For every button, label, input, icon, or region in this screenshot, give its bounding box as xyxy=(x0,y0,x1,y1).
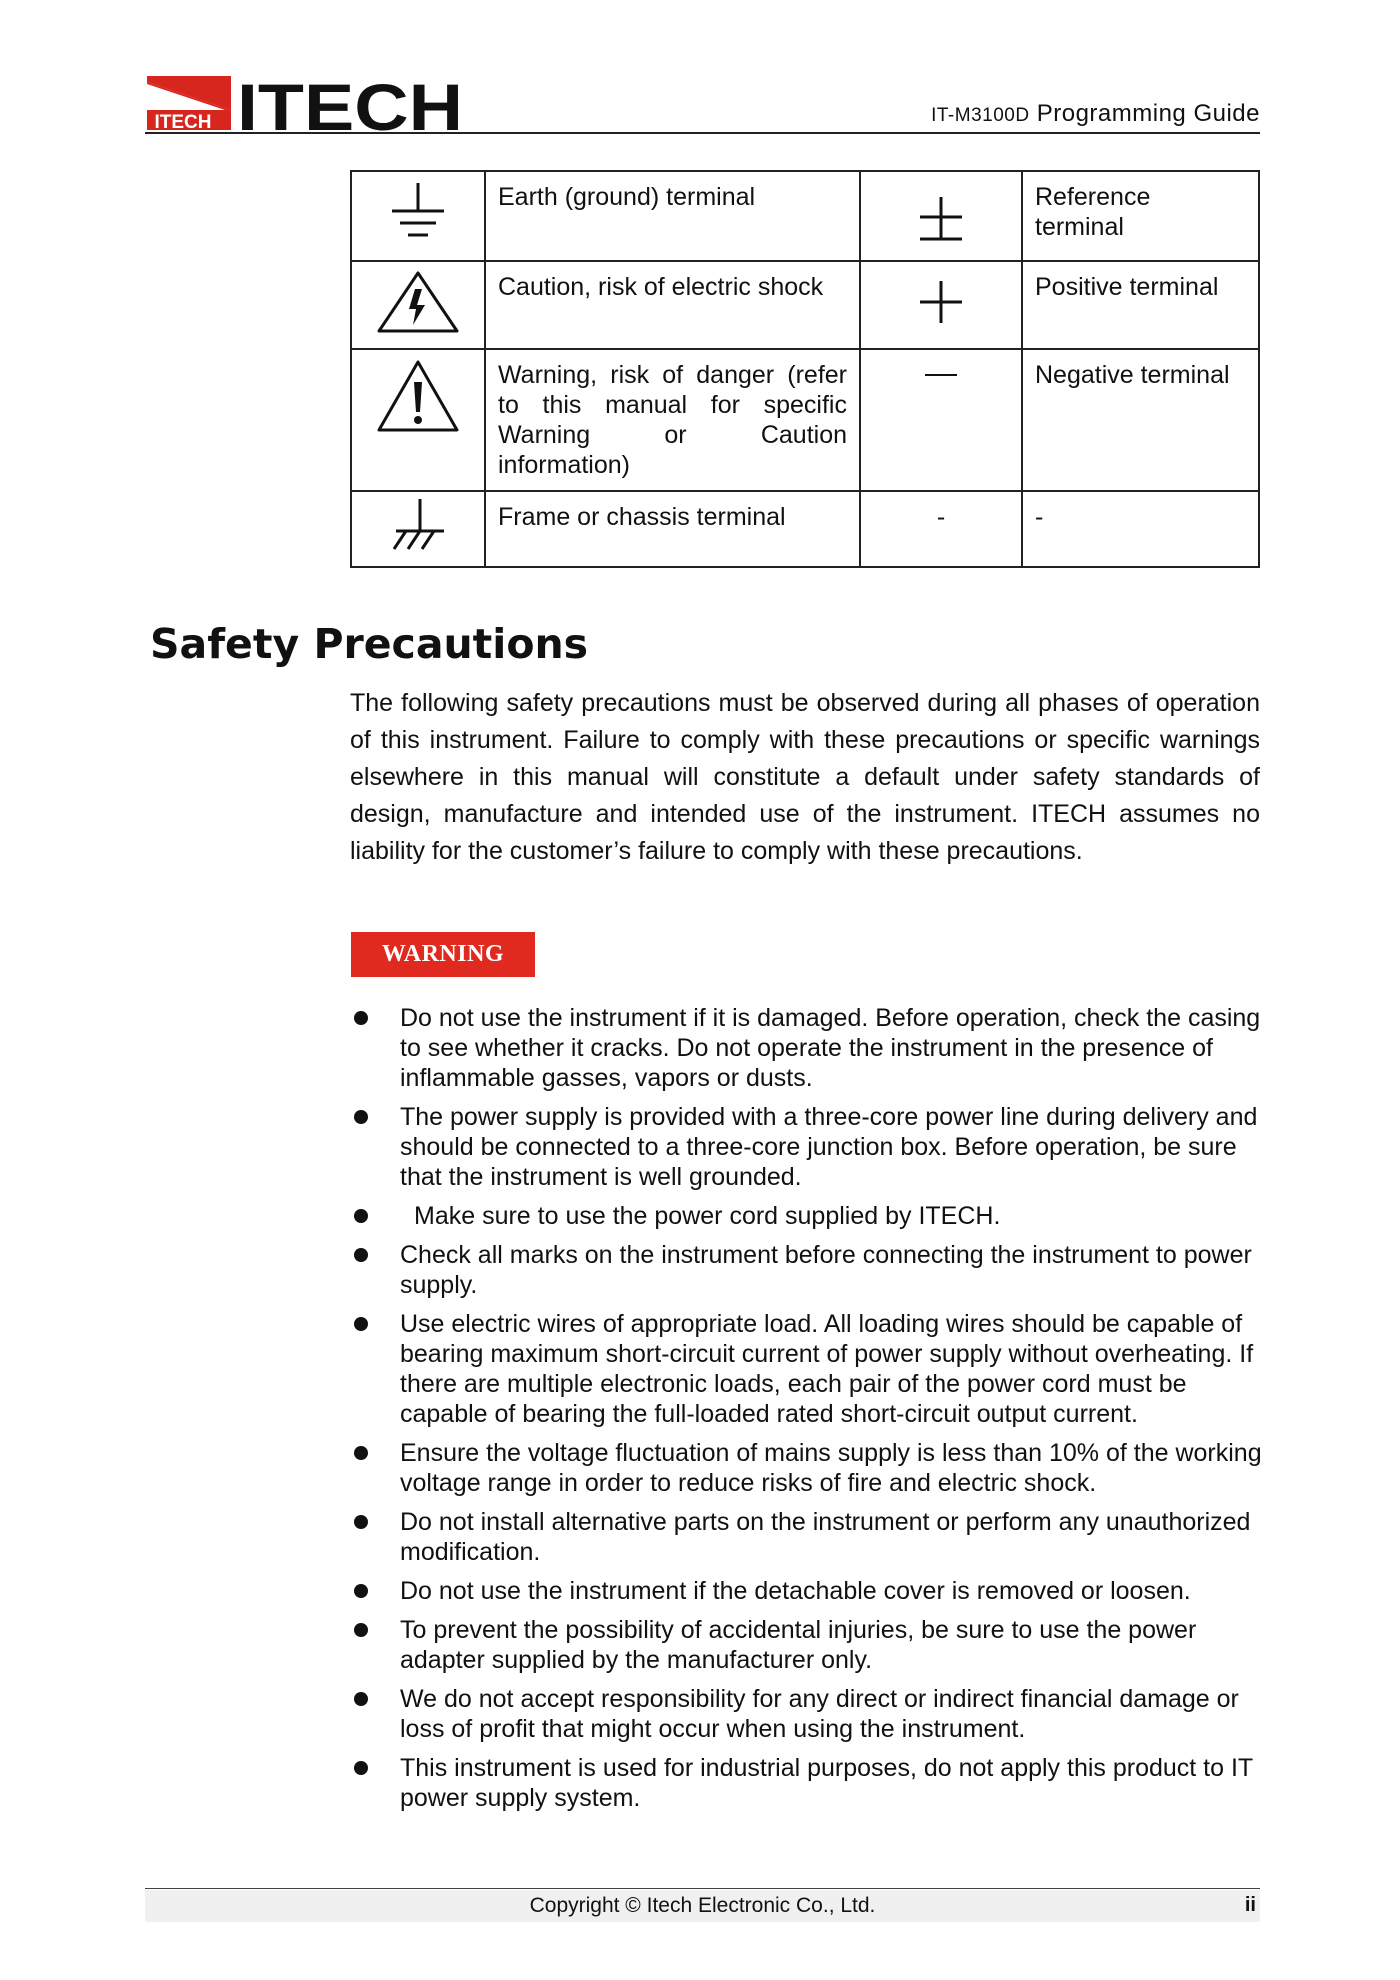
list-item xyxy=(350,1576,1262,1606)
table-row xyxy=(351,491,1259,567)
bullet-icon xyxy=(354,1248,368,1262)
svg-text:ITECH: ITECH xyxy=(154,112,212,132)
symbol-cell xyxy=(351,491,485,567)
table-row xyxy=(351,349,1259,491)
table-row xyxy=(351,261,1259,349)
bullet-icon xyxy=(354,1623,368,1637)
symbol-cell: - xyxy=(860,491,1022,567)
list-item xyxy=(350,1003,1262,1093)
precautions-list xyxy=(350,1003,1262,1822)
bullet-icon xyxy=(354,1317,368,1331)
header-divider xyxy=(145,132,1260,134)
list-item xyxy=(350,1201,1262,1231)
symbol-cell xyxy=(860,171,1022,261)
symbol-description: Positive terminal xyxy=(1022,261,1259,349)
document-title xyxy=(931,100,1260,128)
list-item xyxy=(350,1438,1262,1498)
bullet-icon xyxy=(354,1209,368,1223)
list-item xyxy=(350,1240,1262,1300)
list-item-text: We do not accept responsibility for any direct or indirect financial damage or loss of profit that might occur when using the instrument. xyxy=(400,1685,1239,1743)
list-item-text: Do not use the instrument if the detachable cover is removed or loosen. xyxy=(400,1577,1191,1605)
guide-name: Programming Guide xyxy=(1029,100,1260,127)
page-header xyxy=(145,68,1260,134)
bullet-icon xyxy=(354,1692,368,1706)
list-item xyxy=(350,1753,1262,1813)
symbol-description: Negative terminal xyxy=(1022,349,1259,491)
copyright-text: Copyright © Itech Electronic Co., Ltd. xyxy=(529,1894,876,1917)
plus-icon xyxy=(916,277,966,327)
symbol-description: Reference terminal xyxy=(1022,171,1259,261)
table-row xyxy=(351,171,1259,261)
symbols-table xyxy=(350,170,1260,568)
list-item-text: Make sure to use the power cord supplied by ITECH. xyxy=(414,1202,1001,1230)
list-item xyxy=(350,1507,1262,1567)
list-item-text: To prevent the possibility of accidental injuries, be sure to use the power adapter supplied by the manufacturer only. xyxy=(400,1616,1197,1674)
symbol-description: Caution, risk of electric shock xyxy=(485,261,860,349)
list-item-text: Ensure the voltage fluctuation of mains supply is less than 10% of the working voltage range in order to reduce risks of fire and electric shock. xyxy=(400,1439,1262,1497)
section-heading: Safety Precautions xyxy=(150,620,589,668)
svg-text:ITECH: ITECH xyxy=(237,74,463,132)
symbol-description: Frame or chassis terminal xyxy=(485,491,860,567)
symbol-description: Earth (ground) terminal xyxy=(485,171,860,261)
itech-logo xyxy=(145,74,465,132)
symbol-cell xyxy=(860,349,1022,491)
list-item xyxy=(350,1102,1262,1192)
symbol-cell xyxy=(860,261,1022,349)
electric-shock-warning-icon xyxy=(375,269,461,335)
list-item xyxy=(350,1684,1262,1744)
list-item-text: Use electric wires of appropriate load. All loading wires should be capable of bearing maximum short-circuit current of power supply without overheating. If there are multiple electronic loads, each pair of the power cord must be capable of bearing the full-loaded rated short-circuit output current. xyxy=(400,1310,1254,1428)
symbol-cell xyxy=(351,171,485,261)
symbol-description: Warning, risk of danger (refer to this manual for specific Warning or Caution information) xyxy=(485,349,860,491)
exclamation-warning-icon xyxy=(375,358,461,434)
list-item xyxy=(350,1309,1262,1429)
minus-icon xyxy=(921,365,961,385)
list-item xyxy=(350,1615,1262,1675)
earth-ground-icon xyxy=(388,181,448,245)
page-footer xyxy=(145,1890,1260,1922)
page-number: ii xyxy=(1244,1894,1256,1916)
reference-terminal-icon xyxy=(916,195,966,245)
intro-paragraph: The following safety precautions must be observed during all phases of operation of this instrument. Failure to comply with these precautions or specific warnings elsewhere in this manual will constitute a default under safety standards of design, manufacture and intended use of the instrument. ITECH assumes no liability for the customer’s failure to comply with these precautions. xyxy=(350,689,1260,865)
symbol-cell xyxy=(351,349,485,491)
model-number: IT-M3100D xyxy=(931,105,1030,126)
chassis-terminal-icon xyxy=(386,497,450,555)
bullet-icon xyxy=(354,1761,368,1775)
bullet-icon xyxy=(354,1446,368,1460)
footer-divider xyxy=(145,1888,1260,1889)
list-item-text: The power supply is provided with a three-core power line during delivery and should be connected to a three-core junction box. Before operation, be sure that the instrument is well grounded. xyxy=(400,1103,1258,1191)
bullet-icon xyxy=(354,1515,368,1529)
symbol-description: - xyxy=(1022,491,1259,567)
bullet-icon xyxy=(354,1584,368,1598)
symbol-cell xyxy=(351,261,485,349)
list-item-text: This instrument is used for industrial purposes, do not apply this product to IT power supply system. xyxy=(400,1754,1253,1812)
bullet-icon xyxy=(354,1110,368,1124)
list-item-text: Check all marks on the instrument before connecting the instrument to power supply. xyxy=(400,1241,1252,1299)
list-item-text: Do not install alternative parts on the instrument or perform any unauthorized modification. xyxy=(400,1508,1251,1566)
bullet-icon xyxy=(354,1011,368,1025)
warning-badge: WARNING xyxy=(351,932,535,977)
list-item-text: Do not use the instrument if it is damaged. Before operation, check the casing to see whether it cracks. Do not operate the instrument in the presence of inflammable gasses, vapors or dusts. xyxy=(400,1004,1261,1092)
